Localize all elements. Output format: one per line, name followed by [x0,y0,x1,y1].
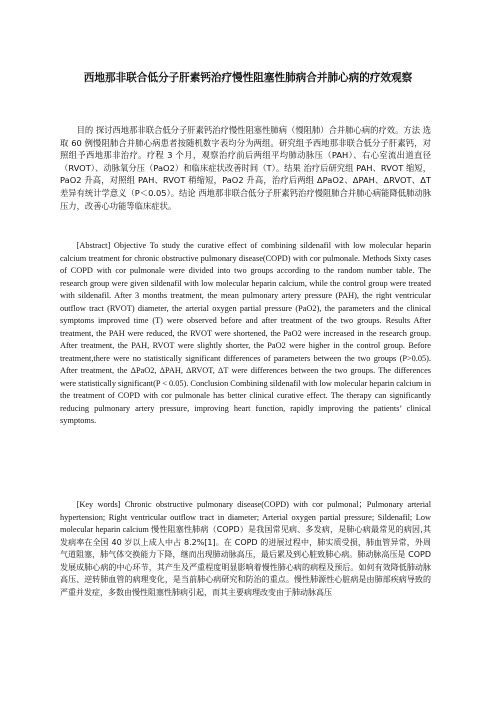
chinese-abstract: 目的 探讨西地那非联合低分子肝素钙治疗慢性阻塞性肺病（慢阻肺）合并肺心病的疗效。方法 选取 60 例慢阻肺合并肺心病患者按随机数字表均分为两组。研究组予西地那非联合低分子肝素钙，对照组予西地那非治疗。疗程 3 个月，观察治疗前后两组平均肺动脉压（PAH）、右心室流出道直径（RVOT）、动脉氧分压（PaO2）和临床症状改善时间（T）。结果 治疗后研究组 PAH、RVOT 缩短，PaO2 升高，对照组 PAH、RVOT 稍缩短，PaO2 升高，治疗后两组 ΔPaO2、ΔPAH、ΔRVOT、ΔT 差异有统计学意义（P＜0.05）。结论 西地那非联合低分子肝素钙治疗慢阻肺合并肺心病能降低肺动脉压力，改善心功能等临床症状。 [60,125,431,211]
english-abstract: [Abstract] Objective To study the curative effect of combining sildenafil with low molecular heparin calcium treatment for chronic obstructive pulmonary disease(COPD) with cor pulmonale. Methods Sixty cases of COPD with cor pulmonale were divided into two groups according to the random number table. The research group were given sildenafil with low molecular heparin calcium, while the control group were treated with sildenafil. After 3 months treatment, the mean pulmonary artery pressure (PAH), the right ventricular outflow tract (RVOT) diameter, the arterial oxygen partial pressure (PaO2), the parameters and the clinical symptoms improved time (T) were observed before and after treatment of the two groups. Results After treatment, the PAH were reduced, the RVOT were shortened, the PaO2 were increased in the research group. After treatment, the PAH, RVOT were slightly shorter, the PaO2 were higher in the control group. Before treatment,there were no statistically significant differences of parameters between the two groups (P>0.05). After treatment, the ΔPaO2, ΔPAH, ΔRVOT, ΔT were differences between the two groups. The differences were statistically significant(P < 0.05). Conclusion Combining sildenafil with low molecular heparin calcium in the treatment of COPD with cor pulmonale has better clinical curative effect. The therapy can significantly reducing pulmonary artery pressure, improving heart function, rapidly improving the patients’ clinical symptoms. [60,241,431,425]
document-title: 西地那非联合低分子肝素钙治疗慢性阻塞性肺病合并肺心病的疗效观察 [83,72,413,84]
keywords-paragraph [60,499,431,599]
english-keywords: [Key words] Chronic obstructive pulmonary disease(COPD) with cor pulmonal；Pulmonary arterial hypertension; Right ventricular outflow tract in diameter; Arterial oxygen partial pressure; Sildenafil; Low molecular heparin calcium [60,500,431,534]
body-text: 慢性阻塞性肺病（COPD）是我国常见病、多发病，是肺心病最常见的病因,其发病率在全国 40 岁以上成人中占 8.2%[1]。在 COPD 的进展过程中，肺实质受损，肺血管异常，外周气道阻塞，肺气体交换能力下降，继而出现肺动脉高压，最后累及到心脏致肺心病。肺动脉高压是 COPD 发展成肺心病的中心环节，其产生及严重程度明显影响着慢性肺心病的病程及预后。如何有效降低肺动脉高压、逆转肺血管的病理变化，是当前肺心病研究和防治的重点。慢性肺源性心脏病是由肺部疾病导致的严重并发症，多数由慢性阻塞性肺病引起，而其主要病理改变由于肺动脉高压 [60,525,431,597]
